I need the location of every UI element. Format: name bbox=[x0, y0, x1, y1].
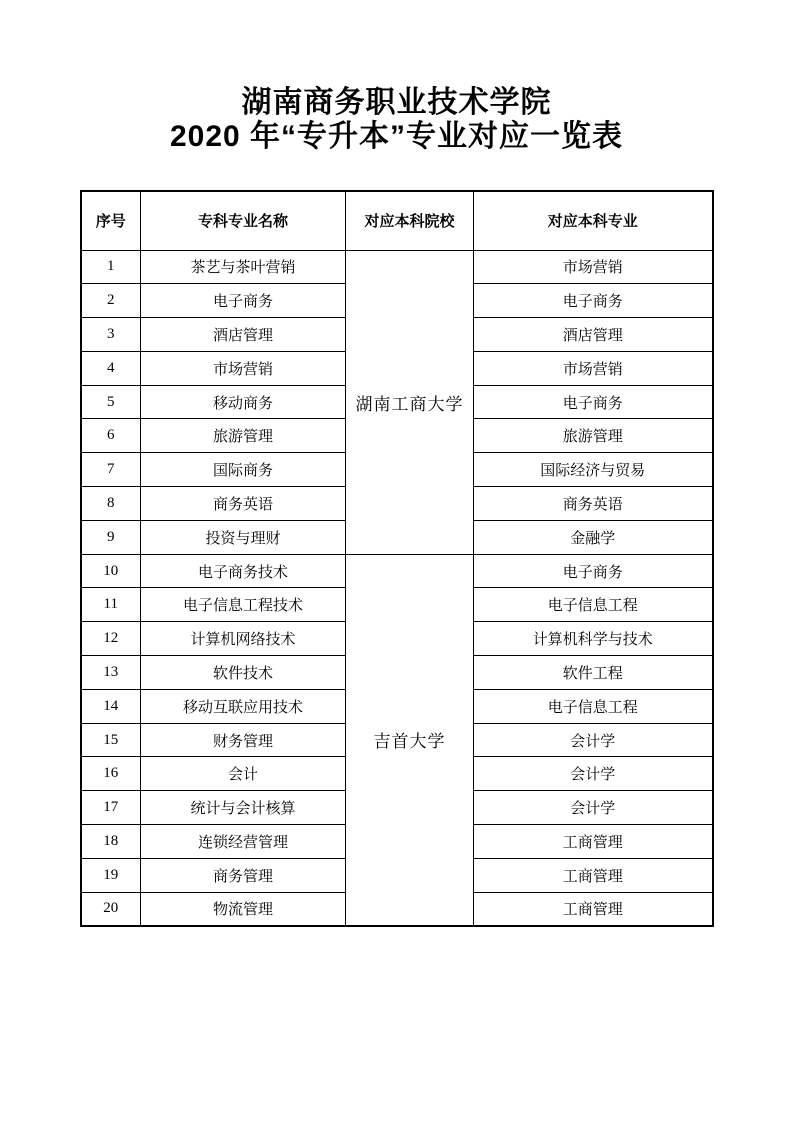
undergrad-major-cell: 市场营销 bbox=[474, 250, 713, 284]
vocational-major-cell: 计算机网络技术 bbox=[141, 622, 346, 656]
vocational-major-cell: 国际商务 bbox=[141, 453, 346, 487]
major-correspondence-table bbox=[80, 190, 714, 927]
undergrad-major-cell: 会计学 bbox=[474, 757, 713, 791]
undergrad-major-cell: 电子信息工程 bbox=[474, 689, 713, 723]
row-number-cell: 15 bbox=[81, 723, 141, 757]
row-number-cell: 8 bbox=[81, 487, 141, 521]
row-number-cell: 1 bbox=[81, 250, 141, 284]
row-number-cell: 9 bbox=[81, 520, 141, 554]
table-row bbox=[81, 250, 713, 284]
vocational-major-cell: 统计与会计核算 bbox=[141, 791, 346, 825]
vocational-major-cell: 酒店管理 bbox=[141, 318, 346, 352]
undergrad-major-cell: 软件工程 bbox=[474, 656, 713, 690]
vocational-major-cell: 会计 bbox=[141, 757, 346, 791]
vocational-major-cell: 软件技术 bbox=[141, 656, 346, 690]
row-number-cell: 2 bbox=[81, 284, 141, 318]
undergrad-major-cell: 工商管理 bbox=[474, 858, 713, 892]
vocational-major-cell: 电子信息工程技术 bbox=[141, 588, 346, 622]
row-number-cell: 3 bbox=[81, 318, 141, 352]
header-cell-college: 对应本科院校 bbox=[346, 191, 474, 250]
vocational-major-cell: 连锁经营管理 bbox=[141, 825, 346, 859]
vocational-major-cell: 移动互联应用技术 bbox=[141, 689, 346, 723]
header-cell-undergrad-major: 对应本科专业 bbox=[474, 191, 713, 250]
row-number-cell: 19 bbox=[81, 858, 141, 892]
row-number-cell: 5 bbox=[81, 385, 141, 419]
row-number-cell: 4 bbox=[81, 351, 141, 385]
vocational-major-cell: 旅游管理 bbox=[141, 419, 346, 453]
undergrad-major-cell: 国际经济与贸易 bbox=[474, 453, 713, 487]
vocational-major-cell: 商务管理 bbox=[141, 858, 346, 892]
header-cell-no: 序号 bbox=[81, 191, 141, 250]
table-body bbox=[81, 250, 713, 926]
undergrad-major-cell: 市场营销 bbox=[474, 351, 713, 385]
undergrad-college-cell: 吉首大学 bbox=[346, 554, 474, 926]
title-line-1: 湖南商务职业技术学院 bbox=[241, 86, 552, 119]
row-number-cell: 12 bbox=[81, 622, 141, 656]
undergrad-major-cell: 金融学 bbox=[474, 520, 713, 554]
vocational-major-cell: 电子商务技术 bbox=[141, 554, 346, 588]
row-number-cell: 6 bbox=[81, 419, 141, 453]
row-number-cell: 13 bbox=[81, 656, 141, 690]
vocational-major-cell: 电子商务 bbox=[141, 284, 346, 318]
undergrad-major-cell: 工商管理 bbox=[474, 825, 713, 859]
undergrad-major-cell: 电子商务 bbox=[474, 284, 713, 318]
row-number-cell: 14 bbox=[81, 689, 141, 723]
undergrad-major-cell: 商务英语 bbox=[474, 487, 713, 521]
row-number-cell: 20 bbox=[81, 892, 141, 926]
row-number-cell: 10 bbox=[81, 554, 141, 588]
header-cell-major: 专科专业名称 bbox=[141, 191, 346, 250]
document-title bbox=[0, 0, 793, 154]
undergrad-major-cell: 工商管理 bbox=[474, 892, 713, 926]
row-number-cell: 17 bbox=[81, 791, 141, 825]
vocational-major-cell: 物流管理 bbox=[141, 892, 346, 926]
undergrad-college-cell: 湖南工商大学 bbox=[346, 250, 474, 554]
vocational-major-cell: 财务管理 bbox=[141, 723, 346, 757]
undergrad-major-cell: 电子信息工程 bbox=[474, 588, 713, 622]
title-line-2: 2020 年“专升本”专业对应一览表 bbox=[169, 120, 624, 153]
row-number-cell: 16 bbox=[81, 757, 141, 791]
undergrad-major-cell: 会计学 bbox=[474, 791, 713, 825]
row-number-cell: 18 bbox=[81, 825, 141, 859]
undergrad-major-cell: 计算机科学与技术 bbox=[474, 622, 713, 656]
undergrad-major-cell: 会计学 bbox=[474, 723, 713, 757]
table-header-row bbox=[81, 191, 713, 250]
vocational-major-cell: 市场营销 bbox=[141, 351, 346, 385]
vocational-major-cell: 移动商务 bbox=[141, 385, 346, 419]
row-number-cell: 7 bbox=[81, 453, 141, 487]
row-number-cell: 11 bbox=[81, 588, 141, 622]
undergrad-major-cell: 电子商务 bbox=[474, 554, 713, 588]
undergrad-major-cell: 电子商务 bbox=[474, 385, 713, 419]
undergrad-major-cell: 旅游管理 bbox=[474, 419, 713, 453]
table-row bbox=[81, 554, 713, 588]
vocational-major-cell: 茶艺与茶叶营销 bbox=[141, 250, 346, 284]
vocational-major-cell: 投资与理财 bbox=[141, 520, 346, 554]
vocational-major-cell: 商务英语 bbox=[141, 487, 346, 521]
undergrad-major-cell: 酒店管理 bbox=[474, 318, 713, 352]
